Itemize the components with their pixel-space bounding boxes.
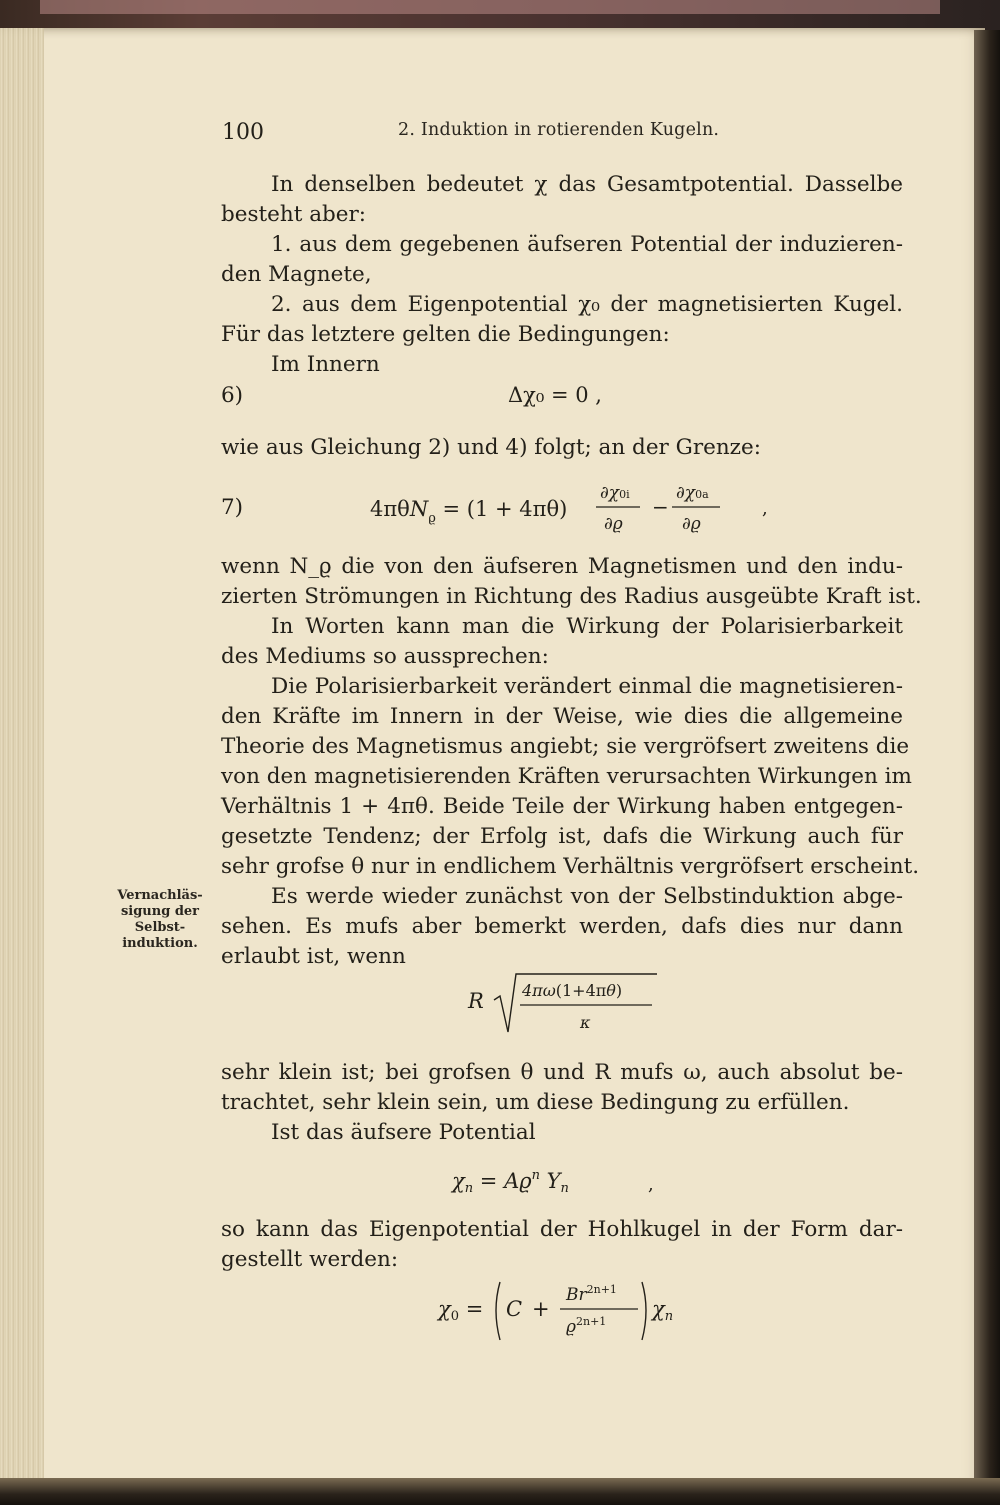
equation-7-text: [370, 472, 390, 473]
chi-0-formula: [436, 1272, 686, 1350]
svg-text:−: −: [652, 495, 669, 519]
chi-n-formula-render: [450, 1160, 670, 1200]
body-line: Im Innern: [271, 352, 380, 377]
page-number: 100: [222, 120, 264, 145]
margin-note: [104, 888, 216, 952]
chi-0-formula-render: [436, 1272, 686, 1350]
margin-note-line: sigung der: [120, 904, 200, 919]
body-line: Theorie des Magnetismus angiebt; sie vergröfsert zweitens die: [221, 734, 910, 759]
body-line: so kann das Eigenpotential der Hohlkugel in der Form dar-: [221, 1217, 903, 1242]
body-line: gesetzte Tendenz; der Erfolg ist, dafs die Wirkung auch für: [221, 824, 903, 849]
margin-note-line: Vernachläs-: [117, 888, 203, 903]
svg-text:χn = Aϱn Yn: $\chi n = Aϱ^n$ Yn: [452, 1168, 569, 1196]
svg-text:,: ,: [762, 498, 768, 519]
equation-number-6: 6): [221, 383, 244, 408]
equation-6: [508, 383, 602, 407]
equation-number-7: 7): [221, 495, 244, 520]
condition-formula-text: [462, 970, 472, 971]
body-line: Die Polarisierbarkeit verändert einmal die magnetisieren-: [271, 674, 903, 699]
chi-0-formula-text: [436, 1272, 454, 1273]
chi-n-formula: [450, 1160, 670, 1200]
body-line: von den magnetisierenden Kräften verursachten Wirkungen im: [221, 764, 912, 789]
svg-text:,: ,: [648, 1174, 654, 1195]
svg-text:C: C: [506, 1297, 523, 1321]
page-edge-stack: [0, 28, 44, 1488]
body-line: In Worten kann man die Wirkung der Polarisierbarkeit: [271, 614, 903, 639]
svg-text:∂ϱ: ∂ϱ: [682, 514, 701, 534]
body-line: Verhältnis 1 + 4πθ. Beide Teile der Wirkung haben entgegen-: [221, 794, 903, 819]
svg-text:κ: κ: [580, 1013, 591, 1032]
svg-text:∂ϱ: ∂ϱ: [604, 514, 623, 534]
body-line: sehen. Es mufs aber bemerkt werden, dafs dies nur dann: [221, 914, 903, 939]
equation-7: [370, 472, 790, 538]
condition-formula: [462, 970, 662, 1040]
body-line: sehr grofse θ nur in endlichem Verhältnis vergröfsert erscheint.: [221, 854, 920, 879]
svg-text:χ0 =: χ0 =: [438, 1297, 484, 1324]
svg-text:Br2n+1: $Br^{2n+1}$: [566, 1283, 617, 1305]
svg-text:4πω(1+4πθ): 4πω(1+4πθ): [522, 981, 623, 1000]
svg-text:ϱ2n+1: $ϱ^{2n+1}$: [566, 1315, 607, 1337]
body-line: den Magnete,: [221, 262, 372, 287]
body-line: trachtet, sehr klein sein, um diese Bedingung zu erfüllen.: [221, 1090, 850, 1115]
running-title: 2. Induktion in rotierenden Kugeln.: [398, 120, 720, 140]
body-line: gestellt werden:: [221, 1247, 399, 1272]
svg-text:∂χ0i: ∂χ0i: [600, 483, 630, 503]
body-line: Ist das äufsere Potential: [271, 1120, 536, 1145]
svg-text:∂χ0a: ∂χ0a: [676, 483, 709, 503]
body-line: zierten Strömungen in Richtung des Radius ausgeübte Kraft ist.: [221, 584, 922, 609]
body-line: wenn N_ϱ die von den äufseren Magnetismen und den indu-: [221, 554, 903, 579]
svg-text:4πθNϱ = (1 + 4πθ): 4πθN$_ϱ$ = (1 + 4πθ): [370, 497, 568, 526]
book-right-edge: [974, 30, 1000, 1490]
equation-7-render: [370, 472, 790, 538]
body-line: Es werde wieder zunächst von der Selbstinduktion abge-: [271, 884, 903, 909]
book-bottom-edge: [0, 1478, 1000, 1505]
body-line: 2. aus dem Eigenpotential χ₀ der magnetisierten Kugel.: [271, 292, 903, 317]
condition-formula-render: [462, 970, 662, 1040]
body-line: In denselben bedeutet χ das Gesamtpotential. Dasselbe: [271, 172, 903, 197]
body-line: besteht aber:: [221, 202, 367, 227]
body-line: den Kräfte im Innern in der Weise, wie dies die allgemeine: [221, 704, 903, 729]
body-line: sehr klein ist; bei grofsen θ und R mufs ω, auch absolut be-: [221, 1060, 903, 1085]
body-line: des Mediums so aussprechen:: [221, 644, 549, 669]
chi-n-formula-text: [450, 1160, 457, 1161]
body-line: Für das letztere gelten die Bedingungen:: [221, 322, 670, 347]
svg-text:R: R: [468, 989, 484, 1013]
margin-note-line: Selbst-: [134, 920, 186, 935]
body-line: wie aus Gleichung 2) und 4) folgt; an der Grenze:: [221, 435, 761, 460]
body-line: 1. aus dem gegebenen äufseren Potential der induzieren-: [271, 232, 903, 257]
margin-note-line: induktion.: [122, 936, 198, 951]
svg-text:χn: χn: [652, 1297, 674, 1324]
body-line: erlaubt ist, wenn: [221, 944, 406, 969]
equation-6-text: Δχ₀ = 0 ,: [508, 383, 602, 407]
svg-text:+: +: [532, 1297, 550, 1321]
